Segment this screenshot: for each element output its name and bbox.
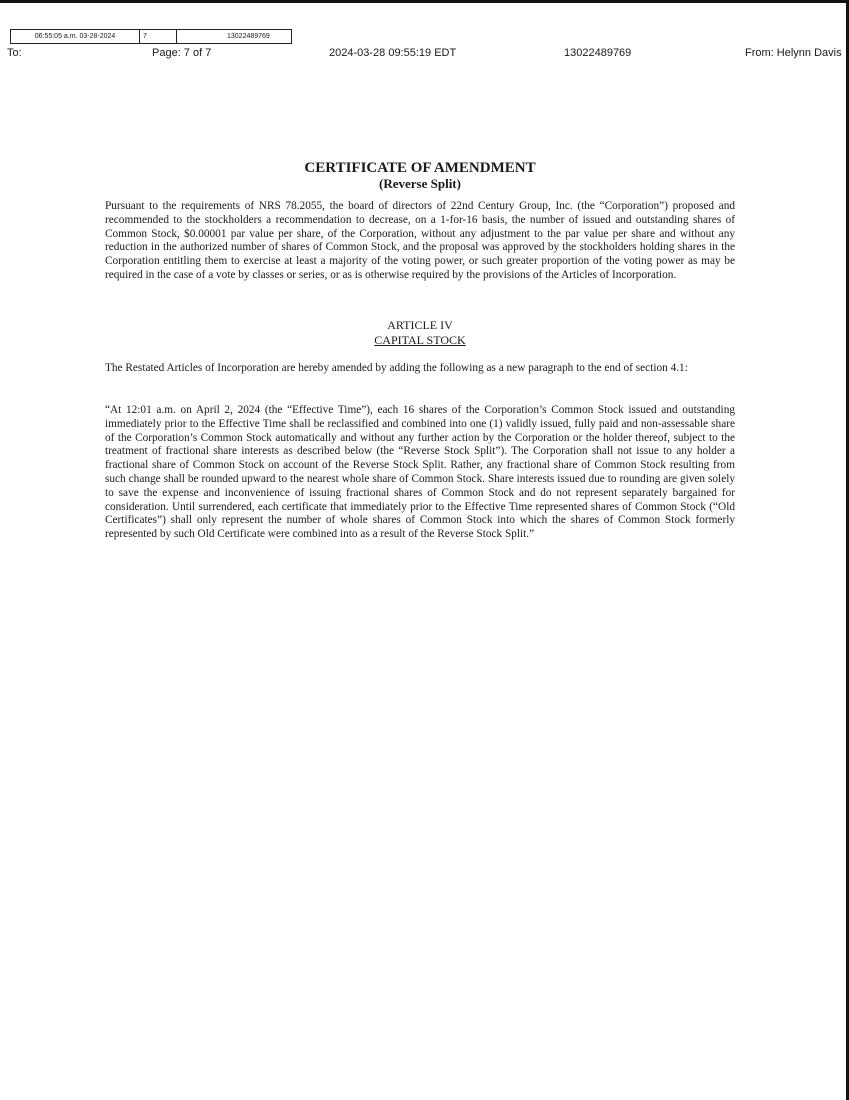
fax-page-number: 7 xyxy=(140,30,177,43)
document-subtitle: (Reverse Split) xyxy=(379,176,461,191)
transmission-to-label: To: xyxy=(7,47,22,59)
scan-top-border xyxy=(0,0,849,3)
article-heading: ARTICLE IV xyxy=(387,318,453,332)
fax-number: 13022489769 xyxy=(227,33,270,40)
document-title: CERTIFICATE OF AMENDMENT xyxy=(304,160,536,176)
transmission-datetime: 2024-03-28 09:55:19 EDT xyxy=(329,47,457,59)
article-heading-block xyxy=(105,318,735,348)
amendment-paragraph: The Restated Articles of Incorporation are hereby amended by adding the following as a new paragraph to the end of section 4.1: xyxy=(105,362,688,374)
intro-paragraph: Pursuant to the requirements of NRS 78.2055, the board of directors of 22nd Century Group, Inc. (the “Corporation”) proposed and recommended to the stockholders a recommendation to decrease, on a 1-for-16 basis, the number of issued and outstanding shares of Common Stock, $0.00001 par value per share, of the Corporation, without any adjustment to the par value per share and without any reduction in the authorized number of shares of Common Stock, and the proposal was approved by the stockholders holding shares in the Corporation entitling them to exercise at least a majority of the voting power, or such greater proportion of the voting power as may be required in the case of a vote by classes or series, or as is otherwise required by the provisions of the Articles of Incorporation. xyxy=(105,200,735,281)
fax-header-strip xyxy=(10,29,292,44)
transmission-number: 13022489769 xyxy=(564,47,632,59)
article-subheading: CAPITAL STOCK xyxy=(374,333,466,347)
fax-timestamp: 06:55:05 a.m. 03-28-2024 xyxy=(11,30,140,43)
transmission-page: Page: 7 of 7 xyxy=(152,47,212,59)
transmission-from: From: Helynn Davis xyxy=(745,47,842,59)
quoted-amendment-paragraph: “At 12:01 a.m. on April 2, 2024 (the “Effective Time”), each 16 shares of the Corporation’s Common Stock issued and outstanding immediately prior to the Effective Time shall be reclassified and combined into one (1) validly issued, fully paid and non-assessable share of the Corporation’s Common Stock automatically and without any further action by the Corporation or the holder thereof, subject to the treatment of fractional share interests as described below (the “Reverse Stock Split”). The Corporation shall not issue to any holder a fractional share of Common Stock on account of the Reverse Stock Split. Rather, any fractional share of Common Stock resulting from such change shall be rounded upward to the nearest whole share of Common Stock. Share interests issued due to rounding are given solely to save the expense and inconvenience of issuing fractional shares of Common Stock and do not represent separately bargained for consideration. Until surrendered, each certificate that immediately prior to the Effective Time represented shares of Common Stock (“Old Certificates”) shall only represent the number of whole shares of Common Stock into which the shares of Common Stock formerly represented by such Old Certificate were combined into as a result of the Reverse Stock Split.” xyxy=(105,404,735,541)
